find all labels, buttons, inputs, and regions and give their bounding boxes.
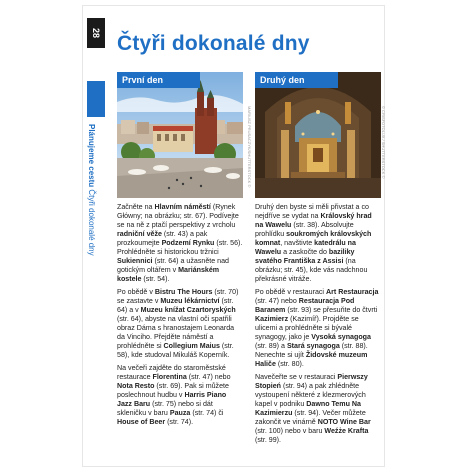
main-square-illustration xyxy=(117,72,243,198)
place-name: Bistru The Hours xyxy=(154,288,213,296)
paragraph-text: (str. 94). Večer můžete zakončit ve vinárně xyxy=(255,409,366,426)
paragraph-text: (str. 64), abyste na vlastní oči spatřili obraz Dáma s hranostajem Leonarda da Vinciho. Přejděte náměstí a prohlédněte si xyxy=(117,315,235,350)
photo-credit-1: MARIUSZ PRUSACZYK/SHUTTERSTOCK © xyxy=(247,106,252,188)
day1-text xyxy=(117,203,243,431)
paragraph-text: (str. 93) se přesuňte do čtvrti xyxy=(285,306,378,314)
place-name: Florentina xyxy=(152,373,187,381)
guidebook-page xyxy=(83,6,384,466)
paragraph-text: Po obědě v xyxy=(117,288,155,296)
place-name: Muzeu knížat Czartoryských xyxy=(140,306,236,314)
page-title: Čtyři dokonalé dny xyxy=(117,32,310,55)
paragraph-text: (str. 58), kde studoval Mikuláš Koperník. xyxy=(117,342,234,359)
paragraph-text: Po obědě v restauraci xyxy=(255,288,326,296)
paragraph-text: Navečeřte se v restauraci xyxy=(255,373,338,381)
place-name: Restauracja Pod Baranem xyxy=(255,297,355,314)
photo-credit-2: © CRISFOTOLUX / SHUTTERSTOCK © xyxy=(381,106,386,179)
page-number-text: 28 xyxy=(91,27,101,39)
paragraph-text: (str. 89) a xyxy=(255,342,287,350)
place-name: Mariánském kostele xyxy=(117,266,220,283)
place-name: Harris Piano Jazz Baru xyxy=(117,391,227,408)
paragraph-text: (str. 38). Absolvujte prohlídku xyxy=(255,221,354,238)
day1-label: První den xyxy=(117,72,200,88)
paragraph-text: (str. 43) a pak prozkoumejte xyxy=(117,230,208,247)
place-name: Dawno Temu Na Kazimierzu xyxy=(255,400,361,417)
day2-text xyxy=(255,203,381,449)
paragraph-text: (str. 54). xyxy=(141,275,170,283)
place-name: Královský hrad na Wawelu xyxy=(255,212,372,229)
day2-paragraph xyxy=(255,288,381,369)
paragraph-text: , navštivte xyxy=(280,239,315,247)
place-name: Muzeu lékárnictví xyxy=(160,297,220,305)
page-number xyxy=(87,18,105,48)
place-name: Židovské muzeum Haliče xyxy=(255,351,368,368)
place-name: soukromých královských komnat xyxy=(255,230,372,247)
day1-paragraph xyxy=(117,288,243,360)
paragraph-text: (str. 99). xyxy=(255,436,282,444)
photo-main-square xyxy=(117,72,243,198)
paragraph-text: (str. 70) se zastavte v xyxy=(117,288,239,305)
place-name: Nota Resto xyxy=(117,382,155,390)
paragraph-text: (str. 69). Pak si můžete poslechnout hudbu v xyxy=(117,382,229,399)
paragraph-text: (str. 56). Prohlédněte si historickou tržnici xyxy=(117,239,243,256)
paragraph-text: (str. 64) a užasněte nad gotickým oltářem v xyxy=(117,257,229,274)
section-name: Plánujeme cestu xyxy=(87,124,96,188)
paragraph-text: (str. 47) nebo xyxy=(255,297,299,305)
place-name: Stará synagoga xyxy=(286,342,340,350)
paragraph-text: (str. 80). xyxy=(275,360,304,368)
paragraph-text: a zaskočte do xyxy=(281,248,329,256)
paragraph-text: Na večeři zajděte do staroměstské restaurace xyxy=(117,364,226,381)
paragraph-text: Druhý den byste si měli přivstat a co nejdříve se vydat na xyxy=(255,203,369,220)
paragraph-text: (str. 100) nebo v baru xyxy=(255,427,325,435)
chapter-name: Čtyři dokonalé dny xyxy=(87,189,96,256)
place-name: Hlavním náměstí xyxy=(154,203,211,211)
section-marker xyxy=(87,81,105,117)
photo-basilica xyxy=(255,72,381,198)
place-name: NOTO Wine Bar xyxy=(317,418,371,426)
place-name: House of Beer xyxy=(117,418,166,426)
place-name: katedrálu na Wawelu xyxy=(255,239,356,256)
running-header xyxy=(87,124,96,256)
place-name: Kazimierz xyxy=(255,315,289,323)
paragraph-text: (Kazimíř). Projděte se ulicemi a prohlédněte si bývalé synagogy, jako je xyxy=(255,315,359,341)
paragraph-text: (na obrázku; str. 45), kde vás nadchnou překrásné vitráže. xyxy=(255,257,368,283)
paragraph-text: (str. 75) nebo si dát skleničku v baru xyxy=(117,400,213,417)
day2-paragraph xyxy=(255,373,381,445)
day1-paragraph xyxy=(117,203,243,284)
day2-label: Druhý den xyxy=(255,72,338,88)
place-name: Collegium Maius xyxy=(163,342,220,350)
side-strip xyxy=(83,6,109,466)
place-name: Podzemí Rynku xyxy=(161,239,215,247)
paragraph-text: (str. 88). Nenechte si ujít xyxy=(255,342,368,359)
paragraph-text: (Rynek Główny; na obrázku; str. 67). Podívejte se na ně z ptačí perspektivy z vrcholu xyxy=(117,203,239,229)
place-name: Vysoká synagoga xyxy=(311,333,371,341)
day2-paragraph xyxy=(255,203,381,284)
place-name: Weźże Krafta xyxy=(324,427,369,435)
paragraph-text: (str. 74) či xyxy=(190,409,224,417)
paragraph-text: (str. 74). xyxy=(165,418,194,426)
place-name: Pierwszy Stopień xyxy=(255,373,368,390)
paragraph-text: Začněte na xyxy=(117,203,155,211)
paragraph-text: (str. 94) a pak zhlédněte vystoupení některé z klezmerových kapel v podniku xyxy=(255,382,366,408)
paragraph-text: (str. 64) a v xyxy=(117,297,234,314)
day1-paragraph xyxy=(117,364,243,427)
place-name: Sukiennici xyxy=(117,257,153,265)
paragraph-text: (str. 47) nebo xyxy=(186,373,231,381)
place-name: baziliky svatého Františka z Assisi xyxy=(255,248,355,265)
place-name: radniční věže xyxy=(117,230,162,238)
basilica-illustration xyxy=(255,72,381,198)
place-name: Art Restauracja xyxy=(325,288,379,296)
place-name: Pauza xyxy=(169,409,191,417)
